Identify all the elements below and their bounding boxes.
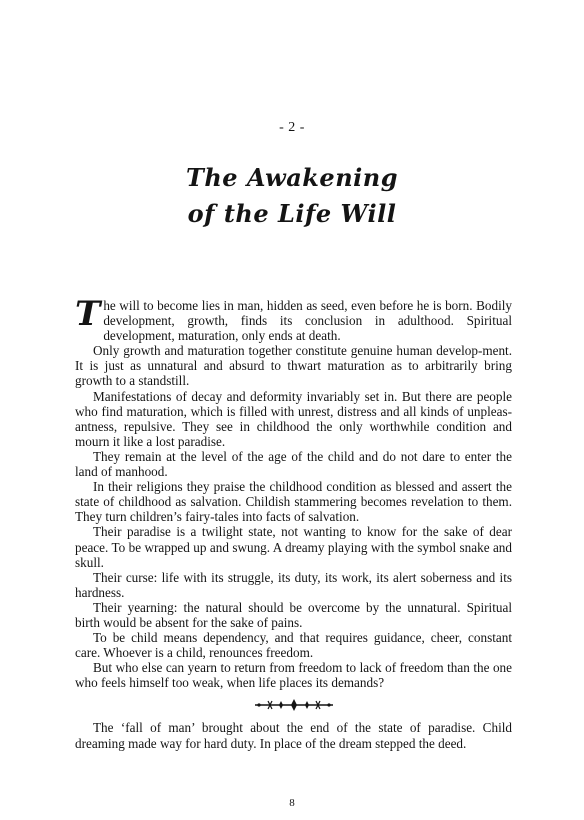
paragraph: Manifestations of decay and deformity invariably set in. But there are people who find maturation, which is filled with unrest, distress and all kinds of unpleas-antness, repulsive. They see in childhood the only worthwhile condition and mourn it like a lost paradise.: [75, 388, 512, 449]
chapter-title-line-1: The Awakening: [186, 163, 398, 192]
ornament-divider-icon: [253, 699, 335, 711]
paragraph-1-text: he will to become lies in man, hidden as seed, even before he is born. Bodily development, growth, finds its conclusion in adulthood. Spiritual development, maturation, only ends at death.: [103, 298, 512, 344]
paragraph: Their paradise is a twilight state, not wanting to know for the sake of dear peace. To be wrapped up and swung. A dreamy playing with the symbol snake and skull.: [75, 524, 512, 570]
paragraph: But who else can yearn to return from freedom to lack of freedom than the one who feels himself too weak, when life places its demands?: [75, 660, 512, 691]
body-text: [75, 294, 512, 751]
paragraph: To be child means dependency, and that requires guidance, cheer, constant care. Whoever is a child, renounces freedom.: [75, 630, 512, 661]
section-divider: [75, 692, 512, 718]
chapter-title-line-2: of the Life Will: [187, 199, 397, 228]
paragraph: Their yearning: the natural should be overcome by the unnatural. Spiritual birth would be absent for the sake of pains.: [75, 599, 512, 630]
paragraph-1: [75, 294, 512, 344]
paragraph: In their religions they praise the childhood condition as blessed and assert the state of childhood as salvation. Childish stammering becomes revelation to them. They turn children’s fairy-tales into facts of salvation.: [75, 479, 512, 525]
drop-cap: T: [75, 294, 101, 334]
page-number: 8: [289, 797, 295, 809]
paragraph: The ‘fall of man’ brought about the end of the state of paradise. Child dreaming made way for hard duty. In place of the dream stepped the deed.: [75, 720, 512, 751]
chapter-number: - 2 -: [279, 120, 305, 135]
paragraph: Their curse: life with its struggle, its duty, its work, its alert soberness and its hardness.: [75, 569, 512, 600]
paragraph: They remain at the level of the age of the child and do not dare to enter the land of manhood.: [75, 448, 512, 480]
chapter-title: [0, 160, 584, 232]
paragraph: Only growth and maturation together constitute genuine human develop-ment. It is just as unnatural and absurd to thwart maturation as to arbitrarily bring growth to a standstill.: [75, 343, 512, 389]
